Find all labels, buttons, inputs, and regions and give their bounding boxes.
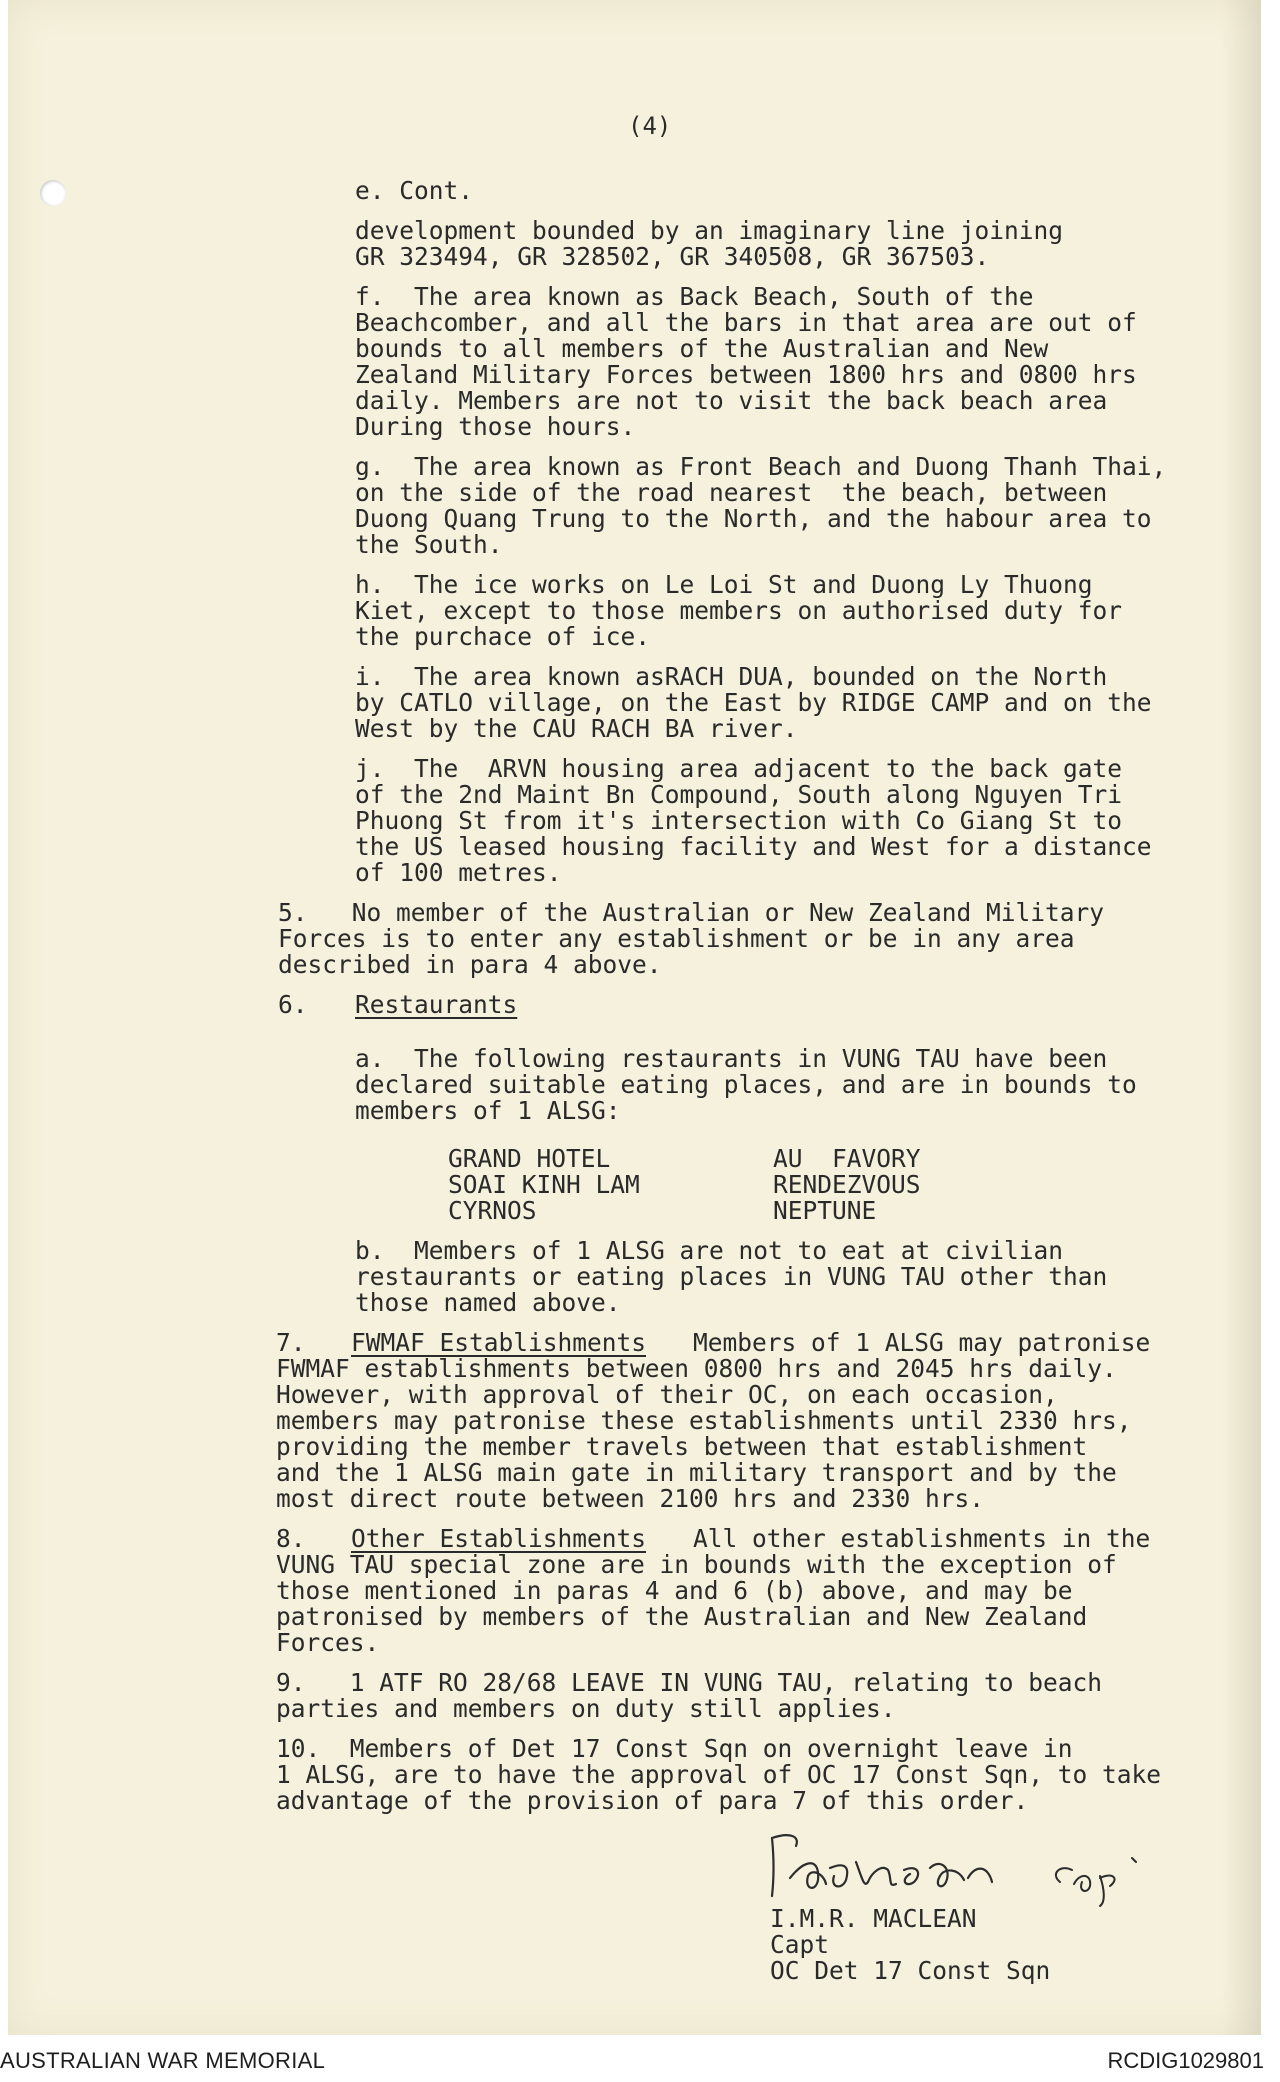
fwmaf-heading: FWMAF Establishments — [351, 1328, 647, 1357]
para-j: j. The ARVN housing area adjacent to the back gate — [355, 754, 1123, 783]
text-line: those mentioned in paras 4 and 6 (b) above, and may be — [276, 1576, 1073, 1605]
text-line: parties and members on duty still applies. — [276, 1694, 896, 1723]
text-line: development bounded by an imaginary line joining — [355, 216, 1064, 245]
text-line: of 100 metres. — [355, 858, 562, 887]
text-line: providing the member travels between that establishment — [276, 1432, 1088, 1461]
text-line: Forces. — [276, 1628, 380, 1657]
text-line: Phuong St from it's intersection with Co Giang St to — [355, 806, 1123, 835]
text-line: of the 2nd Maint Bn Compound, South along Nguyen Tri — [355, 780, 1123, 809]
text-line: However, with approval of their OC, on each occasion, — [276, 1380, 1058, 1409]
text-line: described in para 4 above. — [278, 950, 662, 979]
para-f: f. The area known as Back Beach, South of the — [355, 282, 1034, 311]
restaurant-name: GRAND HOTEL — [448, 1144, 611, 1173]
para-9: 9. 1 ATF RO 28/68 LEAVE IN VUNG TAU, relating to beach — [276, 1668, 1103, 1697]
restaurant-name: RENDEZVOUS — [773, 1170, 921, 1199]
text-line: Zealand Military Forces between 1800 hrs and 0800 hrs — [355, 360, 1137, 389]
text-line: Members of 1 ALSG may patronise — [693, 1328, 1151, 1357]
text-line: All other establishments in the — [693, 1524, 1151, 1553]
text-line: daily. Members are not to visit the back beach area — [355, 386, 1108, 415]
footer-document-id: RCDIG1029801 — [1107, 2048, 1264, 2073]
text-line: and the 1 ALSG main gate in military transport and by the — [276, 1458, 1117, 1487]
text-line: bounds to all members of the Australian and New — [355, 334, 1049, 363]
para-10: 10. Members of Det 17 Const Sqn on overnight leave in — [276, 1734, 1073, 1763]
footer-institution: AUSTRALIAN WAR MEMORIAL — [0, 2048, 326, 2073]
para-7-number: 7. — [276, 1328, 306, 1357]
page-number: (4) — [628, 112, 672, 140]
text-line: Duong Quang Trung to the North, and the habour area to — [355, 504, 1152, 533]
punch-hole — [40, 180, 66, 206]
text-line: restaurants or eating places in VUNG TAU other than — [355, 1262, 1108, 1291]
document-page — [8, 0, 1261, 2035]
text-line: VUNG TAU special zone are in bounds with the exception of — [276, 1550, 1117, 1579]
restaurant-name: AU FAVORY — [773, 1144, 921, 1173]
restaurant-name: NEPTUNE — [773, 1196, 877, 1225]
text-line: the US leased housing facility and West for a distance — [355, 832, 1152, 861]
text-line: During those hours. — [355, 412, 636, 441]
handwritten-signature — [760, 1818, 1180, 1908]
text-line: patronised by members of the Australian and New Zealand — [276, 1602, 1088, 1631]
para-8-number: 8. — [276, 1524, 306, 1553]
restaurants-heading: Restaurants — [355, 990, 518, 1019]
restaurant-name: CYRNOS — [448, 1196, 537, 1225]
para-5: 5. No member of the Australian or New Zealand Military — [278, 898, 1105, 927]
text-line: Forces is to enter any establishment or be in any area — [278, 924, 1075, 953]
para-6a: a. The following restaurants in VUNG TAU have been — [355, 1044, 1108, 1073]
para-6b: b. Members of 1 ALSG are not to eat at civilian — [355, 1236, 1064, 1265]
other-establishments-heading: Other Establishments — [351, 1524, 647, 1553]
text-line: FWMAF establishments between 0800 hrs and 2045 hrs daily. — [276, 1354, 1117, 1383]
text-line: on the side of the road nearest the beach, between — [355, 478, 1108, 507]
text-line: by CATLO village, on the East by RIDGE CAMP and on the — [355, 688, 1152, 717]
restaurant-name: SOAI KINH LAM — [448, 1170, 640, 1199]
para-g: g. The area known as Front Beach and Duong Thanh Thai, — [355, 452, 1167, 481]
para-i: i. The area known asRACH DUA, bounded on the North — [355, 662, 1108, 691]
text-line: those named above. — [355, 1288, 621, 1317]
text-line: members of 1 ALSG: — [355, 1096, 621, 1125]
para-6-number: 6. — [278, 990, 308, 1019]
text-line: members may patronise these establishments until 2330 hrs, — [276, 1406, 1132, 1435]
signatory-name: I.M.R. MACLEAN — [770, 1904, 977, 1933]
text-line: Beachcomber, and all the bars in that area are out of — [355, 308, 1137, 337]
text-line: the South. — [355, 530, 503, 559]
para-h: h. The ice works on Le Loi St and Duong Ly Thuong — [355, 570, 1093, 599]
text-line: advantage of the provision of para 7 of this order. — [276, 1786, 1029, 1815]
text-line: West by the CAU RACH BA river. — [355, 714, 798, 743]
text-line: declared suitable eating places, and are in bounds to — [355, 1070, 1137, 1099]
signatory-unit: OC Det 17 Const Sqn — [770, 1956, 1051, 1985]
text-line: most direct route between 2100 hrs and 2330 hrs. — [276, 1484, 985, 1513]
text-line: GR 323494, GR 328502, GR 340508, GR 367503. — [355, 242, 990, 271]
text-line: the purchace of ice. — [355, 622, 651, 651]
text-line: Kiet, except to those members on authorised duty for — [355, 596, 1123, 625]
page-edge-shadow — [1221, 0, 1261, 2035]
signatory-rank: Capt — [770, 1930, 830, 1959]
text-line: 1 ALSG, are to have the approval of OC 17 Const Sqn, to take — [276, 1760, 1162, 1789]
para-e-heading: e. Cont. — [355, 176, 474, 205]
